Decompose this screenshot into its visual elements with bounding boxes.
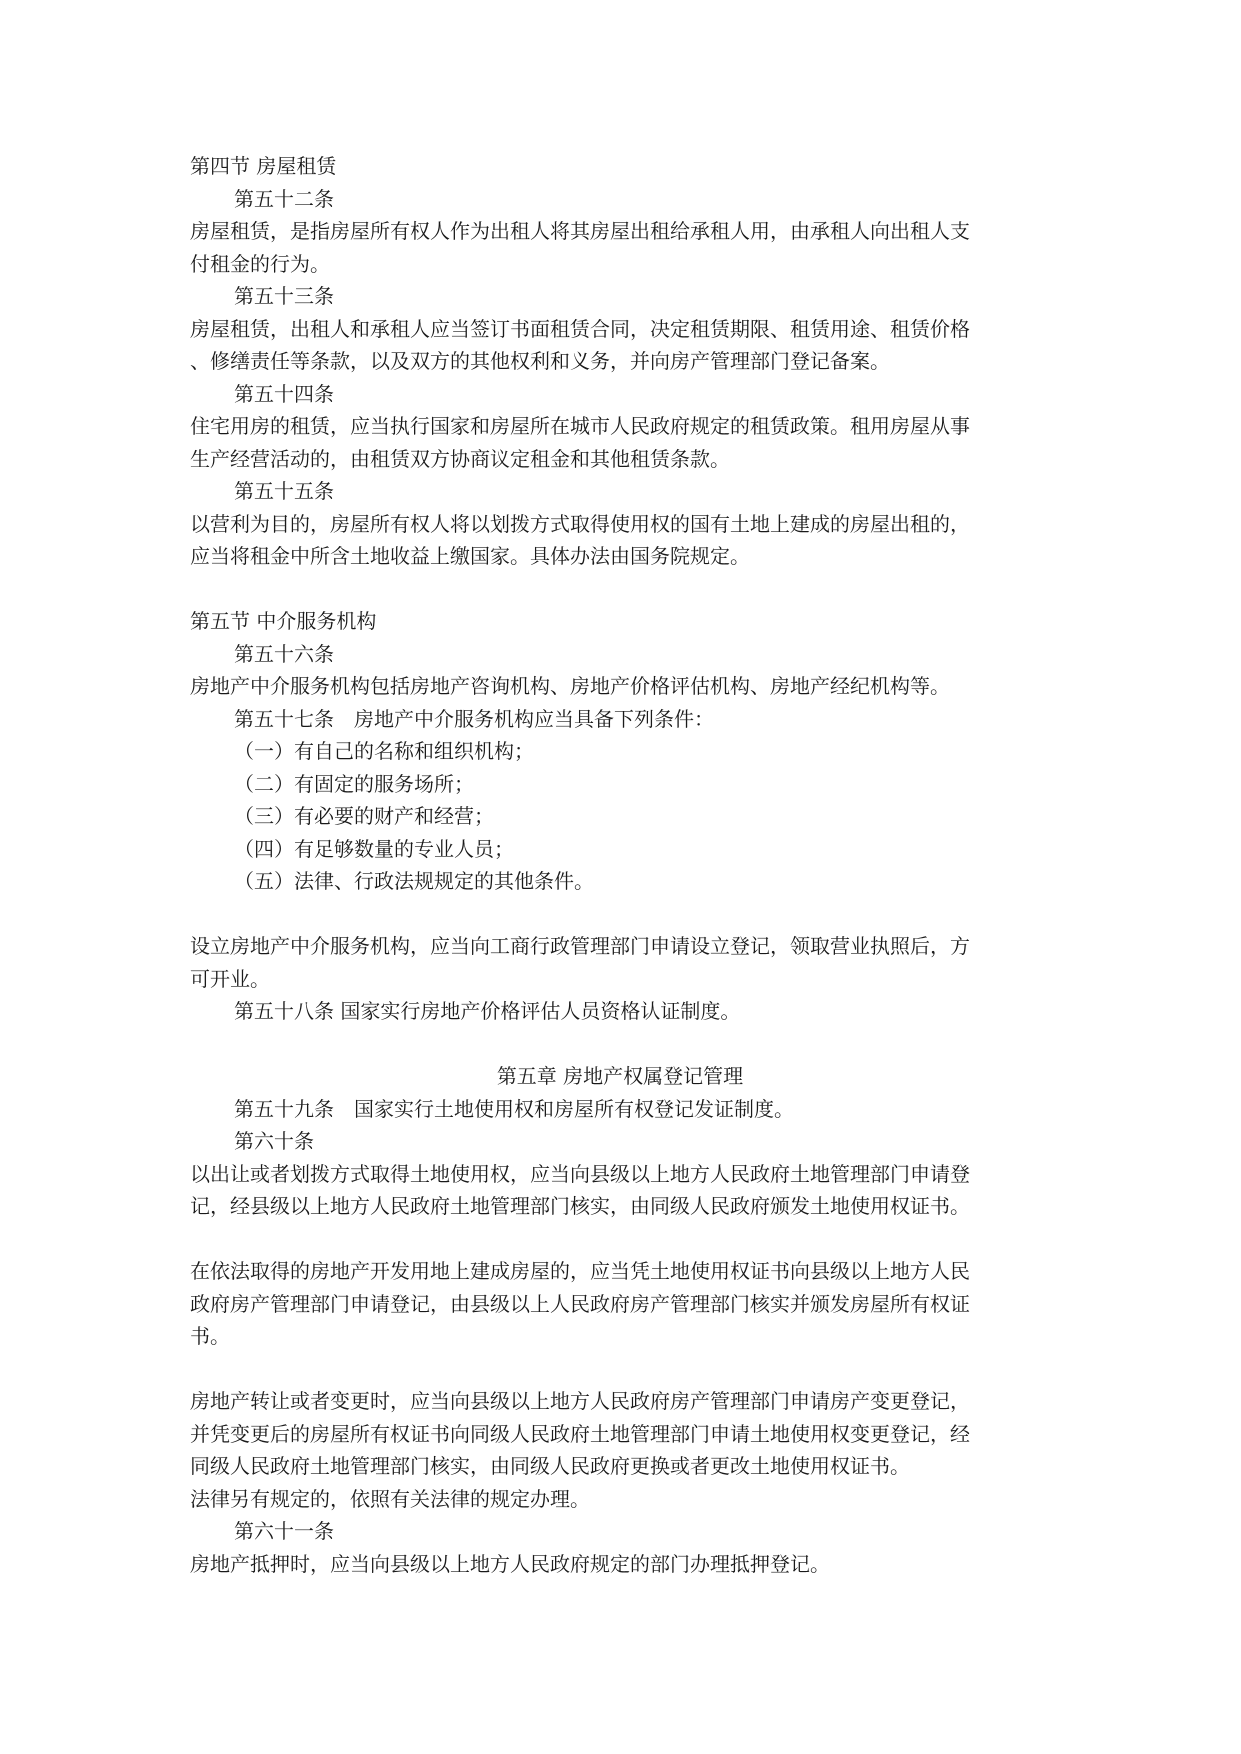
- article-title: 第五十六条: [234, 641, 334, 666]
- article-title: 第五十七条 房地产中介服务机构应当具备下列条件：: [234, 706, 714, 731]
- article-text: 生产经营活动的，由租赁双方协商议定租金和其他租赁条款。: [190, 446, 730, 471]
- article-text: 房地产抵押时，应当向县级以上地方人民政府规定的部门办理抵押登记。: [190, 1551, 830, 1576]
- blank-line: [190, 573, 1050, 606]
- article-title: 第五十五条: [234, 479, 334, 503]
- article-title: 第五十三条: [234, 284, 334, 308]
- section-heading: 第四节 房屋租赁: [190, 154, 337, 178]
- article-text: 书。: [190, 1324, 230, 1348]
- article-title: 第五十八条 国家实行房地产价格评估人员资格认证制度。: [234, 999, 741, 1023]
- article-text: 应当将租金中所含土地收益上缴国家。具体办法由国务院规定。: [190, 544, 750, 568]
- article-text: 并凭变更后的房屋所有权证书向同级人民政府土地管理部门申请土地使用权变更登记，经: [190, 1421, 970, 1446]
- article-text: 房地产转让或者变更时，应当向县级以上地方人民政府房产管理部门申请房产变更登记，: [190, 1389, 970, 1413]
- document-page: [190, 150, 1050, 1580]
- article-text: 房屋租赁，是指房屋所有权人作为出租人将其房屋出租给承租人用，由承租人向出租人支: [190, 219, 970, 243]
- article-text: 同级人民政府土地管理部门核实，由同级人民政府更换或者更改土地使用权证书。: [190, 1454, 910, 1478]
- article-text: 房屋租赁，出租人和承租人应当签订书面租赁合同，决定租赁期限、租赁用途、租赁价格: [190, 316, 970, 341]
- list-item: （一）有自己的名称和组织机构；: [234, 739, 534, 763]
- blank-line: [190, 1028, 1050, 1061]
- list-item: （二）有固定的服务场所；: [234, 771, 474, 796]
- article-title: 第五十九条 国家实行土地使用权和房屋所有权登记发证制度。: [234, 1096, 794, 1121]
- list-item: （四）有足够数量的专业人员；: [234, 836, 514, 861]
- article-text: 政府房产管理部门申请登记，由县级以上人民政府房产管理部门核实并颁发房屋所有权证: [190, 1291, 970, 1316]
- article-text: 住宅用房的租赁，应当执行国家和房屋所在城市人民政府规定的租赁政策。租用房屋从事: [190, 414, 970, 438]
- list-item: （三）有必要的财产和经营；: [234, 804, 494, 828]
- article-text: 以营利为目的，房屋所有权人将以划拨方式取得使用权的国有土地上建成的房屋出租的，: [190, 511, 970, 536]
- blank-line: [190, 1353, 1050, 1386]
- article-text: 以出让或者划拨方式取得土地使用权，应当向县级以上地方人民政府土地管理部门申请登: [190, 1161, 970, 1186]
- article-title: 第五十二条: [234, 186, 334, 211]
- list-item: （五）法律、行政法规规定的其他条件。: [234, 869, 594, 893]
- blank-line: [190, 1223, 1050, 1256]
- article-title: 第六十条: [234, 1129, 314, 1153]
- article-text: 付租金的行为。: [190, 251, 330, 276]
- article-text: 设立房地产中介服务机构，应当向工商行政管理部门申请设立登记，领取营业执照后，方: [190, 934, 970, 958]
- article-text: 记，经县级以上地方人民政府土地管理部门核实，由同级人民政府颁发土地使用权证书。: [190, 1194, 970, 1218]
- article-title: 第五十四条: [234, 381, 334, 406]
- chapter-heading: 第五章 房地产权属登记管理: [496, 1064, 744, 1088]
- article-text: 房地产中介服务机构包括房地产咨询机构、房地产价格评估机构、房地产经纪机构等。: [190, 674, 950, 698]
- article-text: 法律另有规定的，依照有关法律的规定办理。: [190, 1486, 590, 1511]
- article-text: 可开业。: [190, 966, 270, 991]
- article-text: 、修缮责任等条款，以及双方的其他权利和义务，并向房产管理部门登记备案。: [190, 349, 890, 373]
- article-text: 在依法取得的房地产开发用地上建成房屋的，应当凭土地使用权证书向县级以上地方人民: [190, 1259, 970, 1283]
- section-heading: 第五节 中介服务机构: [190, 609, 377, 633]
- blank-line: [190, 898, 1050, 931]
- article-title: 第六十一条: [234, 1519, 334, 1543]
